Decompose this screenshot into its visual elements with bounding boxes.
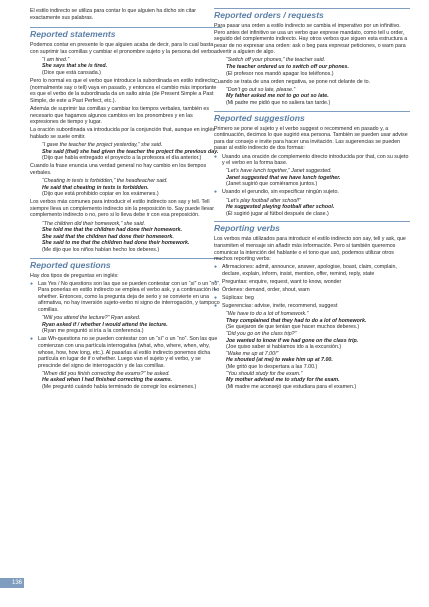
example-translation: (Me preguntó cuándo había terminado de corregir los exámenes.) (42, 384, 197, 390)
paragraph: Además de suprimir las comillas y cambiar los tiempos verbales, también es necesario que hagamos algunos cambios en los pronombres y en las expresiones de tiempo y lugar. (30, 106, 209, 126)
example-reported: The teacher ordered us to switch off our phones. (226, 64, 349, 71)
example-block (30, 178, 222, 198)
example-translation: (Dijo que está prohibido copiar en los exámenes.) (42, 191, 159, 198)
example-block (214, 87, 410, 107)
paragraph: Podemos contar en presente lo que alguien acaba de decir, para lo cual basta con suprimir las comillas y cambiar el pronombre sujeto y la persona del verbo. (30, 42, 216, 55)
example-translation: (Dijo que había entregado el proyecto a la profesora el día anterior.) (42, 155, 202, 162)
left-column (30, 8, 222, 392)
intro-paragraph: El estilo indirecto se utiliza para contar lo que alguien ha dicho sin citar exactamente sus palabras. (30, 8, 197, 21)
paragraph: La oración subordinada va introducida por la conjunción that, aunque en inglés hablado se suele omitir. (30, 127, 215, 140)
example-reported: She said (that) she had given the teacher the project the previous day. (42, 148, 219, 155)
example-block (30, 371, 222, 391)
example-block (30, 315, 222, 335)
example-quote: “The children did their homework,” she said. (42, 220, 146, 227)
example-reported: She says that she is tired. (42, 63, 108, 70)
example-reported: My mother advised me to study for the exam. (226, 377, 340, 384)
bullet-item: ● Usando una oración de complemento directo introducida por that, con su sujeto y el verbo en la forma base. (214, 154, 410, 167)
example-block (30, 142, 222, 162)
example-reported: Joe wanted to know if we had gone on the class trip. (226, 337, 359, 344)
paragraph: Primero se pone el sujeto y el verbo suggest o recommend en pasado y, a continuación, decimos lo que sugirió esa persona. También se pueden usar advise para dar consejo e invite para hacer una invitación. Las sugerencias se pueden pasar al estilo indirecto de dos formas: (214, 125, 408, 152)
example-block (214, 168, 410, 188)
example-quote: “Let’s have lunch together,” Janet suggested. (226, 168, 332, 175)
paragraph: Cuando se trata de una orden negativa, se pone not delante de to. (214, 78, 371, 85)
example-quote: “We have to do a lot of homework.” (226, 311, 309, 318)
heading-reporting-verbs: Reporting verbs (214, 221, 410, 233)
example-translation: (Ryan me preguntó si iría a la conferencia.) (42, 328, 144, 335)
example-reported: He said that cheating in tests is forbidden. (42, 184, 149, 191)
heading-reported-statements: Reported statements (30, 27, 222, 39)
example-quote: “Wake me up at 7.00!” (226, 350, 279, 357)
example-block (214, 57, 410, 77)
paragraph: Hay dos tipos de preguntas en inglés: (30, 272, 119, 279)
example-reported: She told me that the children had done their homework. (42, 227, 183, 234)
example-quote: “You should study for the exam.” (226, 370, 303, 377)
bullet-item: ● Súplicas: beg (214, 295, 410, 302)
example-quote: “I gave the teacher the project yesterday,” she said. (42, 142, 163, 148)
example-block (214, 311, 410, 390)
example-quote: “Don’t go out so late, please.” (226, 86, 296, 93)
example-reported: He asked when I had finished correcting the exams. (42, 377, 173, 384)
bullet-item: ● Las Yes / No questions son las que se pueden contestar con un “sí” o un “no”. Para ponerlas en estilo indirecto se emplea el verbo ask, y a continuación if o whether. Entonces, como la pregunta deja de serlo y se convierte en una afirmativa, no hay inversión sujeto-verbo ni signo de interrogación, y tampoco comillas. (30, 281, 222, 314)
heading-reported-orders: Reported orders / requests (214, 8, 410, 20)
heading-reported-questions: Reported questions (30, 258, 222, 270)
paragraph: Cuando la frase enuncia una verdad general no hay cambio en los tiempos verbales. (30, 163, 207, 176)
example-translation: (Dice que está cansada.) (42, 70, 101, 77)
example-translation: (Janet sugirió que comiéramos juntos.) (226, 181, 318, 188)
example-translation: (El profesor nos mandó apagar los teléfonos.) (226, 70, 334, 77)
paragraph: Los verbos más utilizados para introducir el estilo indirecto son say, tell y ask, que transmiten el mensaje sin añadir más información. Pero si también queremos comunicar la intención del hablante o el tono que usó, podemos utilizar otros muchos reporting verbs: (214, 236, 406, 263)
example-reported: Janet suggested that we have lunch together. (226, 174, 341, 181)
example-quote: “Let’s play football after school!” (226, 197, 301, 204)
bullet-item: ● Las Wh-questions no se pueden contestar con un “sí” o un “no”. Son las que comienzan con una partícula interrogativa (what, who, where, when, why, whose, how, how long, etc.). Al pasarlas al estilo indirecto ponemos dicha partícula en lugar de if o whether. Luego van el sujeto y el verbo, y se prescinde del signo de interrogación y de las comillas. (30, 336, 222, 369)
example-block (30, 221, 222, 254)
example-reported: He suggested playing football after school. (226, 204, 335, 211)
example-reported: She said to me that the children had done their homework. (42, 240, 190, 247)
example-reported: My father asked me not to go out so late. (226, 93, 329, 100)
example-translation: (Me gritó que lo despertara a las 7.00.) (226, 364, 318, 371)
example-quote: “I am tired.” (42, 56, 70, 63)
bullet-item: ● Afirmaciones: admit, announce, answer, apologise, boast, claim, complain, declare, explain, inform, insist, mention, offer, remind, reply, state (214, 264, 410, 277)
example-translation: (Él sugirió jugar al fútbol después de clase.) (226, 210, 329, 217)
bullet-item: ● Preguntas: enquire, request, want to know, wonder (214, 279, 410, 286)
example-quote: “Will you attend the lecture?” Ryan asked. (42, 315, 141, 322)
example-reported: They complained that they had to do a lot of homework. (226, 317, 367, 324)
heading-reported-suggestions: Reported suggestions (214, 111, 410, 123)
bullet-item: ● Órdenes: demand, order, shout, warn (214, 287, 410, 294)
example-quote: “Did you go on the class trip?” (226, 331, 297, 338)
example-translation: (Joe quiso saber si habíamos ido a la excursión.) (226, 344, 342, 351)
example-block (30, 57, 222, 77)
example-quote: “Switch off your phones,” the teacher said. (226, 57, 326, 64)
bullet-item: ● Usando el gerundio, sin especificar ningún sujeto. (214, 189, 410, 196)
example-translation: (Mi madre me aconsejó que estudiara para el examen.) (226, 383, 357, 390)
page-number: 136 (0, 578, 24, 588)
example-translation: (Mi padre me pidió que no saliera tan tarde.) (226, 100, 331, 107)
example-quote: “Cheating in tests is forbidden,” the headteacher said. (42, 177, 168, 184)
example-quote: “When did you finish correcting the exams?” he asked. (42, 370, 170, 377)
paragraph: Pero lo normal es que el verbo que introduce la subordinada en estilo indirecto (normalmente say o tell) vaya en pasado, y entonces el cambio más importante es que el verbo de la subordinada da un salto atrás (de Present Simple a Past Simple, de este a Past Perfect, etc.). (30, 78, 217, 104)
example-block (214, 198, 410, 218)
bullet-item: ● Sugerencias: advise, invite, recommend, suggest (214, 303, 410, 310)
example-reported: Ryan asked if / whether I would attend the lecture. (42, 321, 168, 328)
paragraph: Para pasar una orden a estilo indirecto se cambia el imperativo por un infinitivo. Pero antes del infinitivo se usa un verbo que exprese mandato, como tell u order, seguido del complemento indirecto. Hay otros verbos que siguen esta estructura a pesar de no expresar una orden: ask o beg para expresar peticiones, o warn para advertir a alguien de algo. (214, 23, 408, 56)
example-reported: She said that the children had done their homework. (42, 233, 174, 240)
right-column (214, 8, 410, 392)
example-translation: (Me dijo que los niños habían hecho los deberes.) (42, 246, 160, 253)
paragraph: Los verbos más comunes para introducir el estilo indirecto son say y tell. Tell siempre lleva un complemento indirecto sin la preposición to. Say puede llevar complemento indirecto o no, pero si lo lleva debe ir con esa preposición. (30, 199, 215, 219)
example-translation: (Se quejaron de que tenían que hacer muchos deberes.) (226, 324, 360, 331)
example-reported: He shouted (at me) to wake him up at 7.00. (226, 357, 333, 364)
